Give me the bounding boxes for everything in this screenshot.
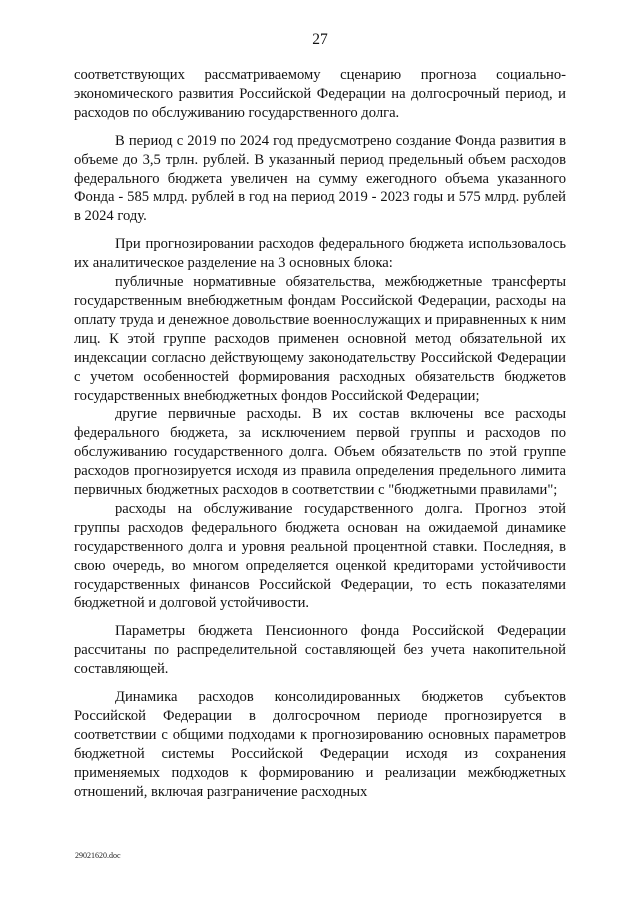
paragraph-continuation: соответствующих рассматриваемому сценарию прогноза социально-экономического развития Российской Федерации на долгосрочный период, и расходов по обслуживанию государственного долга. — [74, 67, 566, 121]
paragraph-block-public-obligations: публичные нормативные обязательства, межбюджетные трансферты государственным внебюджетным фондам Российской Федерации, расходы на оплату труда и денежное довольствие военнослужащих и приравненных к ним лиц. К этой группе расходов применен основной метод обязательной их индексации согласно действующему законодательству Российской Федерации с учетом особенностей формирования расходных обязательств бюджетов государственных внебюджетных фондов Российской Федерации; — [74, 274, 566, 404]
paragraph-forecast-blocks-intro: При прогнозировании расходов федерального бюджета использовалось их аналитическое разделение на 3 основных блока: — [74, 236, 566, 272]
document-file-code: 29021620.doc — [75, 851, 121, 860]
paragraph-block-other-primary: другие первичные расходы. В их состав включены все расходы федерального бюджета, за исключением первой группы и расходов по обслуживанию государственного долга. Объем обязательств по этой группе расходов прогнозируется исходя из правила определения предельного лимита первичных бюджетных расходов в соответствии с "бюджетными правилами"; — [74, 406, 566, 499]
paragraph-development-fund: В период с 2019 по 2024 год предусмотрено создание Фонда развития в объеме до 3,5 трлн. рублей. В указанный период предельный объем расходов федерального бюджета увеличен на сумму ежегодного объема указанного Фонда - 585 млрд. рублей в год на период 2019 - 2023 годы и 575 млрд. рублей в 2024 году. — [74, 132, 566, 225]
paragraph-regional-budgets: Динамика расходов консолидированных бюджетов субъектов Российской Федерации в долгосрочном периоде прогнозируется в соответствии с общими подходами к прогнозированию основных параметров бюджетной системы Российской Федерации исходя из сохранения применяемых подходов к формированию и реализации межбюджетных отношений, включая разграничение расходных — [74, 689, 566, 800]
page-number: 27 — [312, 31, 328, 48]
document-body — [74, 66, 566, 802]
paragraph-pension-fund: Параметры бюджета Пенсионного фонда Российской Федерации рассчитаны по распределительной составляющей без учета накопительной составляющей. — [74, 623, 566, 678]
paragraph-block-debt-service: расходы на обслуживание государственного долга. Прогноз этой группы расходов федерального бюджета основан на ожидаемой динамике государственного долга и уровня реальной процентной ставки. Последняя, в свою очередь, во многом определяется оценкой кредиторами устойчивости государственных финансов Российской Федерации, то есть показателями бюджетной и долговой устойчивости. — [74, 500, 566, 612]
